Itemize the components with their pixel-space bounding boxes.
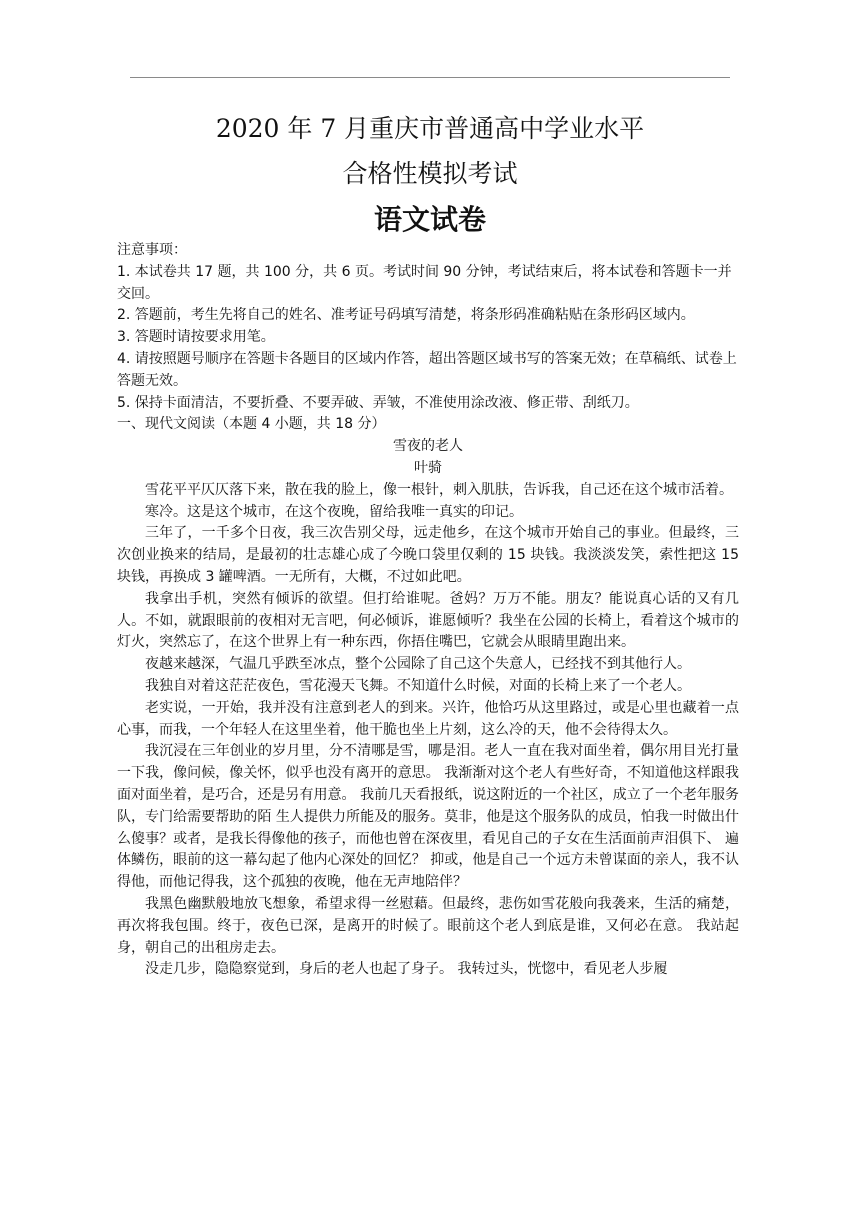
notice-item-4: 4. 请按照题号顺序在答题卡各题目的区域内作答，超出答题区域书写的答案无效；在草稿纸、试卷上答题无效。	[117, 350, 737, 389]
exam-title-line2: 合格性模拟考试	[342, 159, 518, 188]
article-author: 叶骑	[414, 459, 442, 476]
notice-item-2: 2. 答题前，考生先将自己的姓名、准考证号码填写清楚，将条形码准确粘贴在条形码区域内。	[117, 307, 695, 324]
exam-title-line1: 2020 年 7 月重庆市普通高中学业水平	[215, 114, 645, 143]
article-paragraph-6: 我独自对着这茫茫夜色，雪花漫天飞舞。不知道什么时候，对面的长椅上来了一个老人。	[145, 677, 691, 694]
article-paragraph-10: 没走几步，隐隐察觉到，身后的老人也起了身子。 我转过头，恍惚中，看见老人步履	[145, 961, 668, 978]
notice-item-5: 5. 保持卡面清洁，不要折叠、不要弄破、弄皱，不准使用涂改液、修正带、刮纸刀。	[117, 394, 639, 411]
article-title: 雪夜的老人	[393, 438, 463, 455]
article-paragraph-7: 老实说，一开始，我并没有注意到老人的到来。兴许，他恰巧从这里路过，或是心里也藏着一点心事，而我，一个年轻人在这里坐着，他干脆也坐上片刻，这么冷的天，他不会待得太久。	[117, 699, 739, 738]
article-paragraph-8: 我沉浸在三年创业的岁月里，分不清哪是雪，哪是泪。老人一直在我对面坐着，偶尔用目光打量一下我，像问候，像关怀，似乎也没有离开的意思。 我渐渐对这个老人有些好奇，不知道他这样跟我面对面坐着，是巧合，还是另有用意。 我前几天看报纸，说这附近的一个社区，成立了一个老年服务队，专门给需要帮助的陌 生人提供力所能及的服务。莫非，他是这个服务队的成员，怕我一时做出什么傻事？或者，是我长得像他的孩子，而他也曾在深夜里，看见自己的子女在生活面前声泪俱下、 遍体鳞伤，眼前的这一幕勾起了他内心深处的回忆？ 抑或，他是自己一个远方未曾谋面的亲人，我不认得他，而他记得我，这个孤独的夜晚，他在无声地陪伴？	[117, 743, 739, 891]
article-paragraph-1: 雪花平平仄仄落下来，散在我的脸上，像一根针，刺入肌肤，告诉我，自己还在这个城市活着。	[145, 481, 733, 498]
notice-heading: 注意事项：	[117, 242, 187, 258]
exam-body	[117, 240, 739, 981]
section-heading: 一、现代文阅读（本题 4 小题，共 18 分）	[117, 416, 386, 433]
article-paragraph-4: 我拿出手机，突然有倾诉的欲望。但打给谁呢。爸妈？万万不能。朋友？能说真心话的又有几人。不如，就跟眼前的夜相对无言吧，何必倾诉，谁愿倾听？我坐在公园的长椅上，看着这个城市的灯火，突然忘了，在这个世界上有一种东西，你捂住嘴巴，它就会从眼睛里跑出来。	[117, 590, 739, 651]
exam-subject-title: 语文试卷	[373, 203, 486, 236]
header-rule	[130, 77, 730, 78]
notice-item-3: 3. 答题时请按要求用笔。	[117, 329, 275, 346]
article-paragraph-3: 三年了，一千多个日夜，我三次告别父母，远走他乡，在这个城市开始自己的事业。但最终，三次创业换来的结局，是最初的壮志雄心成了今晚口袋里仅剩的 15 块钱。我淡淡发笑，索性把这 15 块钱，再换成 3 罐啤酒。一无所有，大概，不过如此吧。	[117, 525, 739, 585]
article-paragraph-9: 我黑色幽默般地放飞想象，希望求得一丝慰藉。但最终，悲伤如雪花般向我袭来，生活的痛楚，再次将我包围。终于，夜色已深，是离开的时候了。眼前这个老人到底是谁，又何必在意。 我站起身，朝自己的出租房走去。	[117, 895, 739, 956]
notice-item-1: 1. 本试卷共 17 题，共 100 分，共 6 页。考试时间 90 分钟，考试结束后，将本试卷和答题卡一并交回。	[117, 263, 732, 302]
article-paragraph-2: 寒冷。这是这个城市，在这个夜晚，留给我唯一真实的印记。	[145, 503, 523, 520]
article-paragraph-5: 夜越来越深，气温几乎跌至冰点，整个公园除了自己这个失意人，已经找不到其他行人。	[145, 656, 691, 673]
